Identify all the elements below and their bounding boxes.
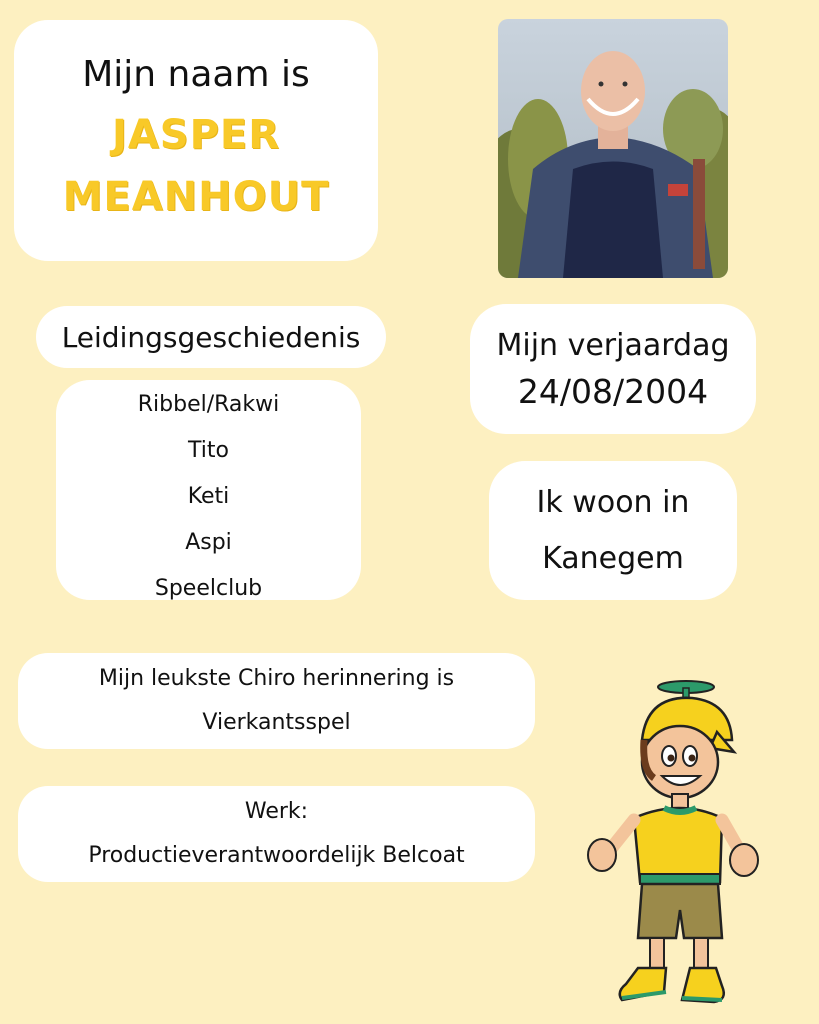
name-card: [14, 20, 378, 261]
memory-line2: Vierkantsspel: [202, 710, 351, 735]
mascot-illustration: [582, 670, 762, 1015]
birthday-label: Mijn verjaardag: [496, 328, 730, 363]
last-name: MEANHOUT: [62, 174, 330, 221]
history-item: Aspi: [185, 530, 232, 555]
portrait-photo-image: [498, 19, 728, 278]
residence-card: [489, 461, 737, 600]
history-item: Keti: [187, 484, 230, 509]
birthday-card: [470, 304, 756, 434]
history-list-card: [56, 380, 361, 600]
residence-line2: Kanegem: [542, 540, 684, 576]
work-card: [18, 786, 535, 882]
residence-line1: Ik woon in: [536, 484, 690, 520]
memory-card: [18, 653, 535, 749]
first-name: JASPER: [111, 112, 281, 159]
name-intro: Mijn naam is: [82, 53, 310, 95]
birthday-date: 24/08/2004: [517, 372, 709, 411]
history-item: Ribbel/Rakwi: [137, 392, 280, 417]
mascot-icon: [582, 670, 762, 1015]
history-item: Tito: [188, 438, 229, 463]
memory-line1: Mijn leukste Chiro herinnering is: [98, 666, 455, 691]
portrait-photo: [498, 19, 728, 278]
history-item: Speelclub: [154, 576, 263, 601]
history-title: Leidingsgeschiedenis: [61, 320, 361, 354]
history-title-card: [36, 306, 386, 368]
work-line1: Werk:: [244, 799, 309, 824]
work-line2: Productieverantwoordelijk Belcoat: [88, 843, 465, 868]
